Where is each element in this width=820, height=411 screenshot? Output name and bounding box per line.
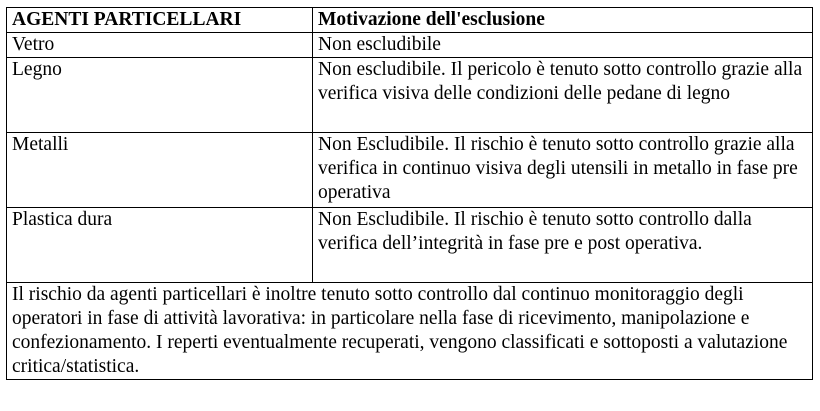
reason-cell: Non escludibile. Il pericolo è tenuto sotto controllo grazie alla verifica visiva delle condizioni delle pedane di legno [313,58,813,133]
table-row [7,133,813,208]
table-row [7,33,813,58]
agent-cell: Plastica dura [7,208,313,283]
header-agents: AGENTI PARTICELLARI [7,8,313,33]
agent-cell: Metalli [7,133,313,208]
agent-cell: Legno [7,58,313,133]
table-row [7,58,813,133]
reason-cell: Non escludibile [313,33,813,58]
note-row [7,283,813,380]
header-motivation: Motivazione dell'esclusione [313,8,813,33]
table-header-row [7,8,813,33]
reason-cell: Non Escludibile. Il rischio è tenuto sotto controllo grazie alla verifica in continuo visiva degli utensili in metallo in fase pre operativa [313,133,813,208]
agent-cell: Vetro [7,33,313,58]
note-cell: Il rischio da agenti particellari è inoltre tenuto sotto controllo dal continuo monitoraggio degli operatori in fase di attività lavorativa: in particolare nella fase di ricevimento, manipolazione e confezionamento. I reperti eventualmente recuperati, vengono classificati e sottoposti a valutazione critica/statistica. [7,283,813,380]
particulate-agents-table [6,7,813,380]
reason-cell: Non Escludibile. Il rischio è tenuto sotto controllo dalla verifica dell’integrità in fase pre e post operativa. [313,208,813,283]
table-row [7,208,813,283]
